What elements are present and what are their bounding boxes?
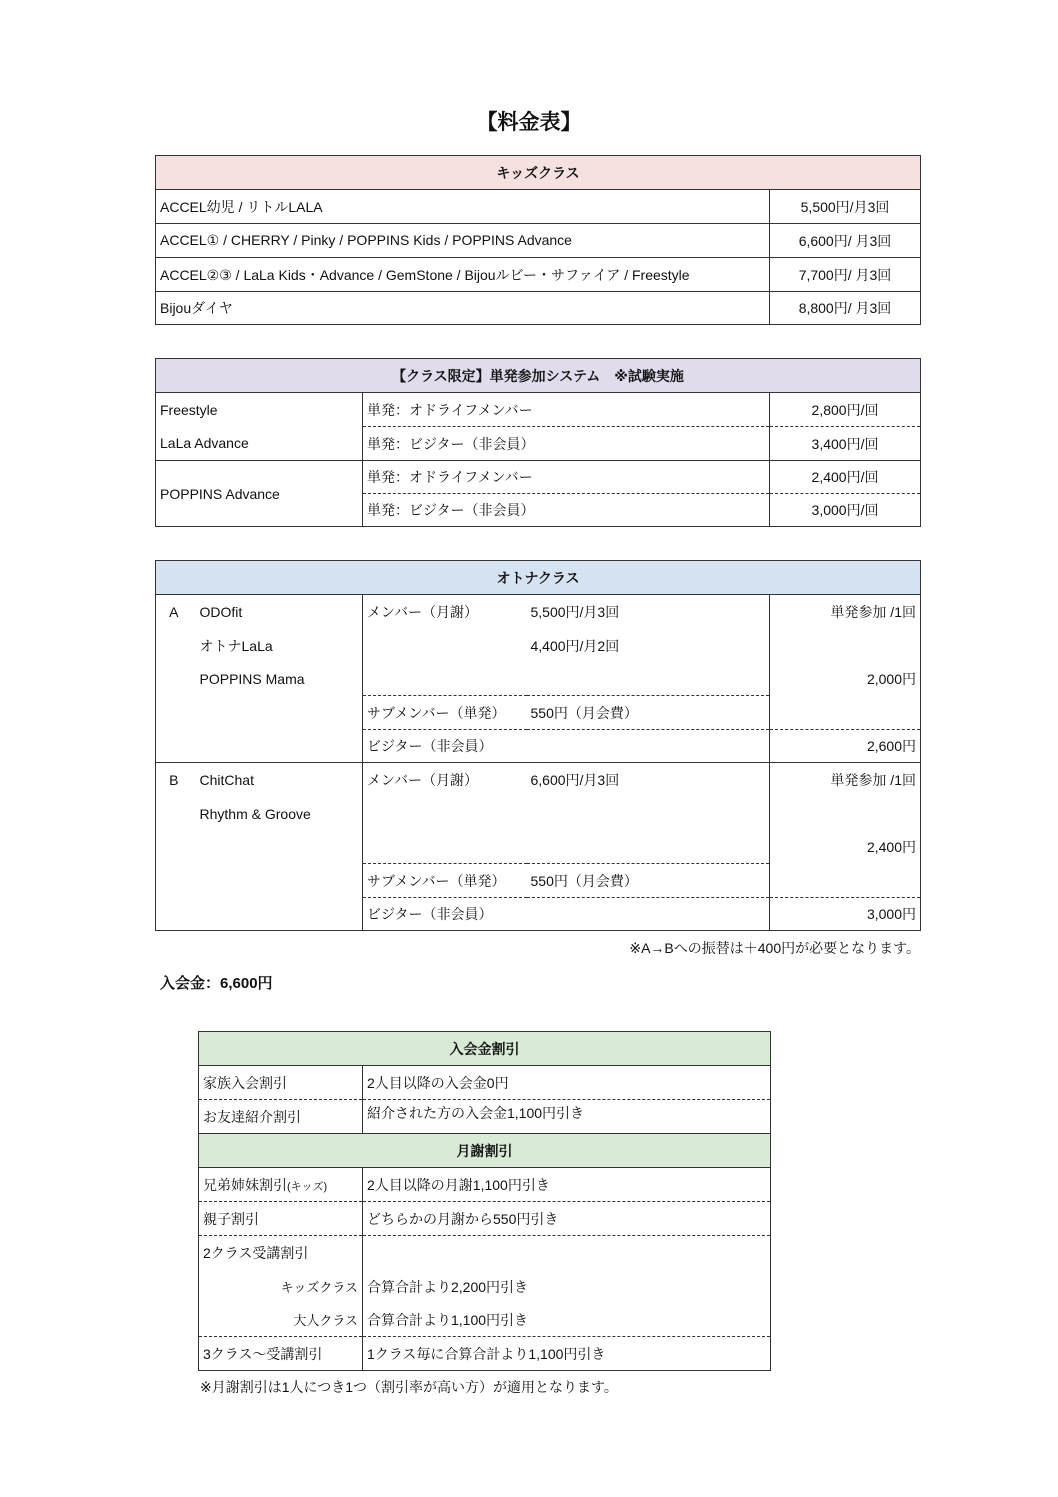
table-row: [156, 190, 921, 224]
option-price: 2,400円/回: [770, 461, 921, 494]
class-name: POPPINS Mama: [196, 663, 363, 696]
table-row: [199, 1236, 771, 1270]
member-label: メンバー（月謝）: [363, 595, 527, 629]
discount-value: 合算合計より2,200円引き: [363, 1270, 771, 1304]
discount-name: [199, 1168, 363, 1202]
discount-value: 紹介された方の入会金1,100円引き: [363, 1100, 771, 1134]
discount-value: 合算合計より1,100円引き: [363, 1304, 771, 1337]
sub-member-price: 550円（月会費）: [527, 864, 770, 898]
discount-name: 2クラス受講割引: [199, 1236, 363, 1270]
option-label: 単発：オドライフメンバー: [363, 393, 770, 427]
adult-class-header: オトナクラス: [156, 561, 921, 595]
single-price: 2,000円: [770, 663, 921, 696]
entry-discount-header: 入会金割引: [199, 1032, 771, 1066]
discount-value: 2人目以降の入会金0円: [363, 1066, 771, 1100]
class-price: 7,700円/ 月3回: [770, 258, 921, 292]
discount-table: [198, 1031, 771, 1371]
monthly-discount-header: 月謝割引: [199, 1134, 771, 1168]
class-name: Rhythm & Groove: [196, 797, 363, 831]
table-row: [156, 831, 921, 864]
kids-class-table: [155, 155, 921, 325]
discount-name: 3クラス～受講割引: [199, 1337, 363, 1371]
class-name: ODOfit: [196, 595, 363, 629]
group-letter: A: [156, 595, 196, 629]
class-name: オトナLaLa: [196, 629, 363, 663]
single-price: 2,400円: [770, 831, 921, 864]
visitor-price: 2,600円: [770, 730, 921, 763]
visitor-label: ビジター（非会員）: [363, 898, 527, 931]
table-row: [199, 1100, 771, 1134]
entry-fee: 入会金：6,600円: [160, 975, 273, 992]
table-row: [156, 864, 921, 898]
visitor-price: 3,000円: [770, 898, 921, 931]
class-price: 8,800円/ 月3回: [770, 292, 921, 325]
member-label: メンバー（月謝）: [363, 763, 527, 797]
transfer-note: ※A→Bへの振替は＋400円が必要となります。: [629, 940, 920, 956]
discount-name: 親子割引: [199, 1202, 363, 1236]
class-price: 6,600円/ 月3回: [770, 224, 921, 258]
table-row: [199, 1202, 771, 1236]
discount-sublabel: キッズクラス: [199, 1270, 363, 1304]
table-row: [156, 629, 921, 663]
option-price: 3,400円/回: [770, 427, 921, 461]
member-price: 4,400円/月2回: [527, 629, 770, 663]
class-name: LaLa Advance: [156, 427, 363, 461]
table-row: [199, 1066, 771, 1100]
class-name: ACCEL① / CHERRY / Pinky / POPPINS Kids / POPPINS Advance: [156, 224, 770, 258]
discount-sublabel: 大人クラス: [199, 1304, 363, 1337]
table-row: [156, 663, 921, 696]
discount-value: 1クラス毎に合算合計より1,100円引き: [363, 1337, 771, 1371]
option-label: 単発：オドライフメンバー: [363, 461, 770, 494]
discount-name-suffix: (キッズ): [287, 1180, 328, 1193]
class-name: POPPINS Advance: [156, 461, 363, 527]
adult-class-table: [155, 560, 921, 931]
member-price: 5,500円/月3回: [527, 595, 770, 629]
discount-value: 2人目以降の月謝1,100円引き: [363, 1168, 771, 1202]
option-price: 3,000円/回: [770, 494, 921, 527]
single-participation-table: [155, 358, 921, 527]
table-row: [156, 763, 921, 797]
sub-member-label: サブメンバー（単発）: [363, 696, 527, 730]
kids-class-header: キッズクラス: [156, 156, 921, 190]
option-label: 単発：ビジター（非会員）: [363, 427, 770, 461]
table-row: [156, 224, 921, 258]
option-price: 2,800円/回: [770, 393, 921, 427]
class-price: 5,500円/月3回: [770, 190, 921, 224]
option-label: 単発：ビジター（非会員）: [363, 494, 770, 527]
table-row: [156, 393, 921, 427]
table-row: [199, 1337, 771, 1371]
discount-name-text: 兄弟姉妹割引: [203, 1176, 287, 1193]
sub-member-label: サブメンバー（単発）: [363, 864, 527, 898]
table-row: [156, 258, 921, 292]
class-name: ChitChat: [196, 763, 363, 797]
discount-name: お友達紹介割引: [199, 1100, 363, 1134]
single-participation-header: 【クラス限定】単発参加システム ※試験実施: [156, 359, 921, 393]
discount-value: どちらかの月謝から550円引き: [363, 1202, 771, 1236]
discount-name: 家族入会割引: [199, 1066, 363, 1100]
class-name: ACCEL幼児 / リトルLALA: [156, 190, 770, 224]
member-price: 6,600円/月3回: [527, 763, 770, 797]
single-label: 単発参加 /1回: [770, 595, 921, 629]
group-letter: B: [156, 763, 196, 797]
visitor-label: ビジター（非会員）: [363, 730, 527, 763]
table-row: [156, 461, 921, 494]
discount-note: ※月謝割引は1人につき1つ（割引率が高い方）が適用となります。: [200, 1379, 618, 1395]
single-label: 単発参加 /1回: [770, 763, 921, 797]
table-row: [156, 427, 921, 461]
table-row: [156, 730, 921, 763]
table-row: [199, 1304, 771, 1337]
class-name: ACCEL②③ / LaLa Kids・Advance / GemStone / Bijouルビー・サファイア / Freestyle: [156, 258, 770, 292]
page-title: 【料金表】: [476, 111, 582, 134]
table-row: [199, 1270, 771, 1304]
table-row: [156, 292, 921, 325]
table-row: [156, 898, 921, 931]
table-row: [199, 1168, 771, 1202]
class-name: Bijouダイヤ: [156, 292, 770, 325]
class-name: Freestyle: [156, 393, 363, 427]
table-row: [156, 696, 921, 730]
sub-member-price: 550円（月会費）: [527, 696, 770, 730]
table-row: [156, 797, 921, 831]
table-row: [156, 595, 921, 629]
